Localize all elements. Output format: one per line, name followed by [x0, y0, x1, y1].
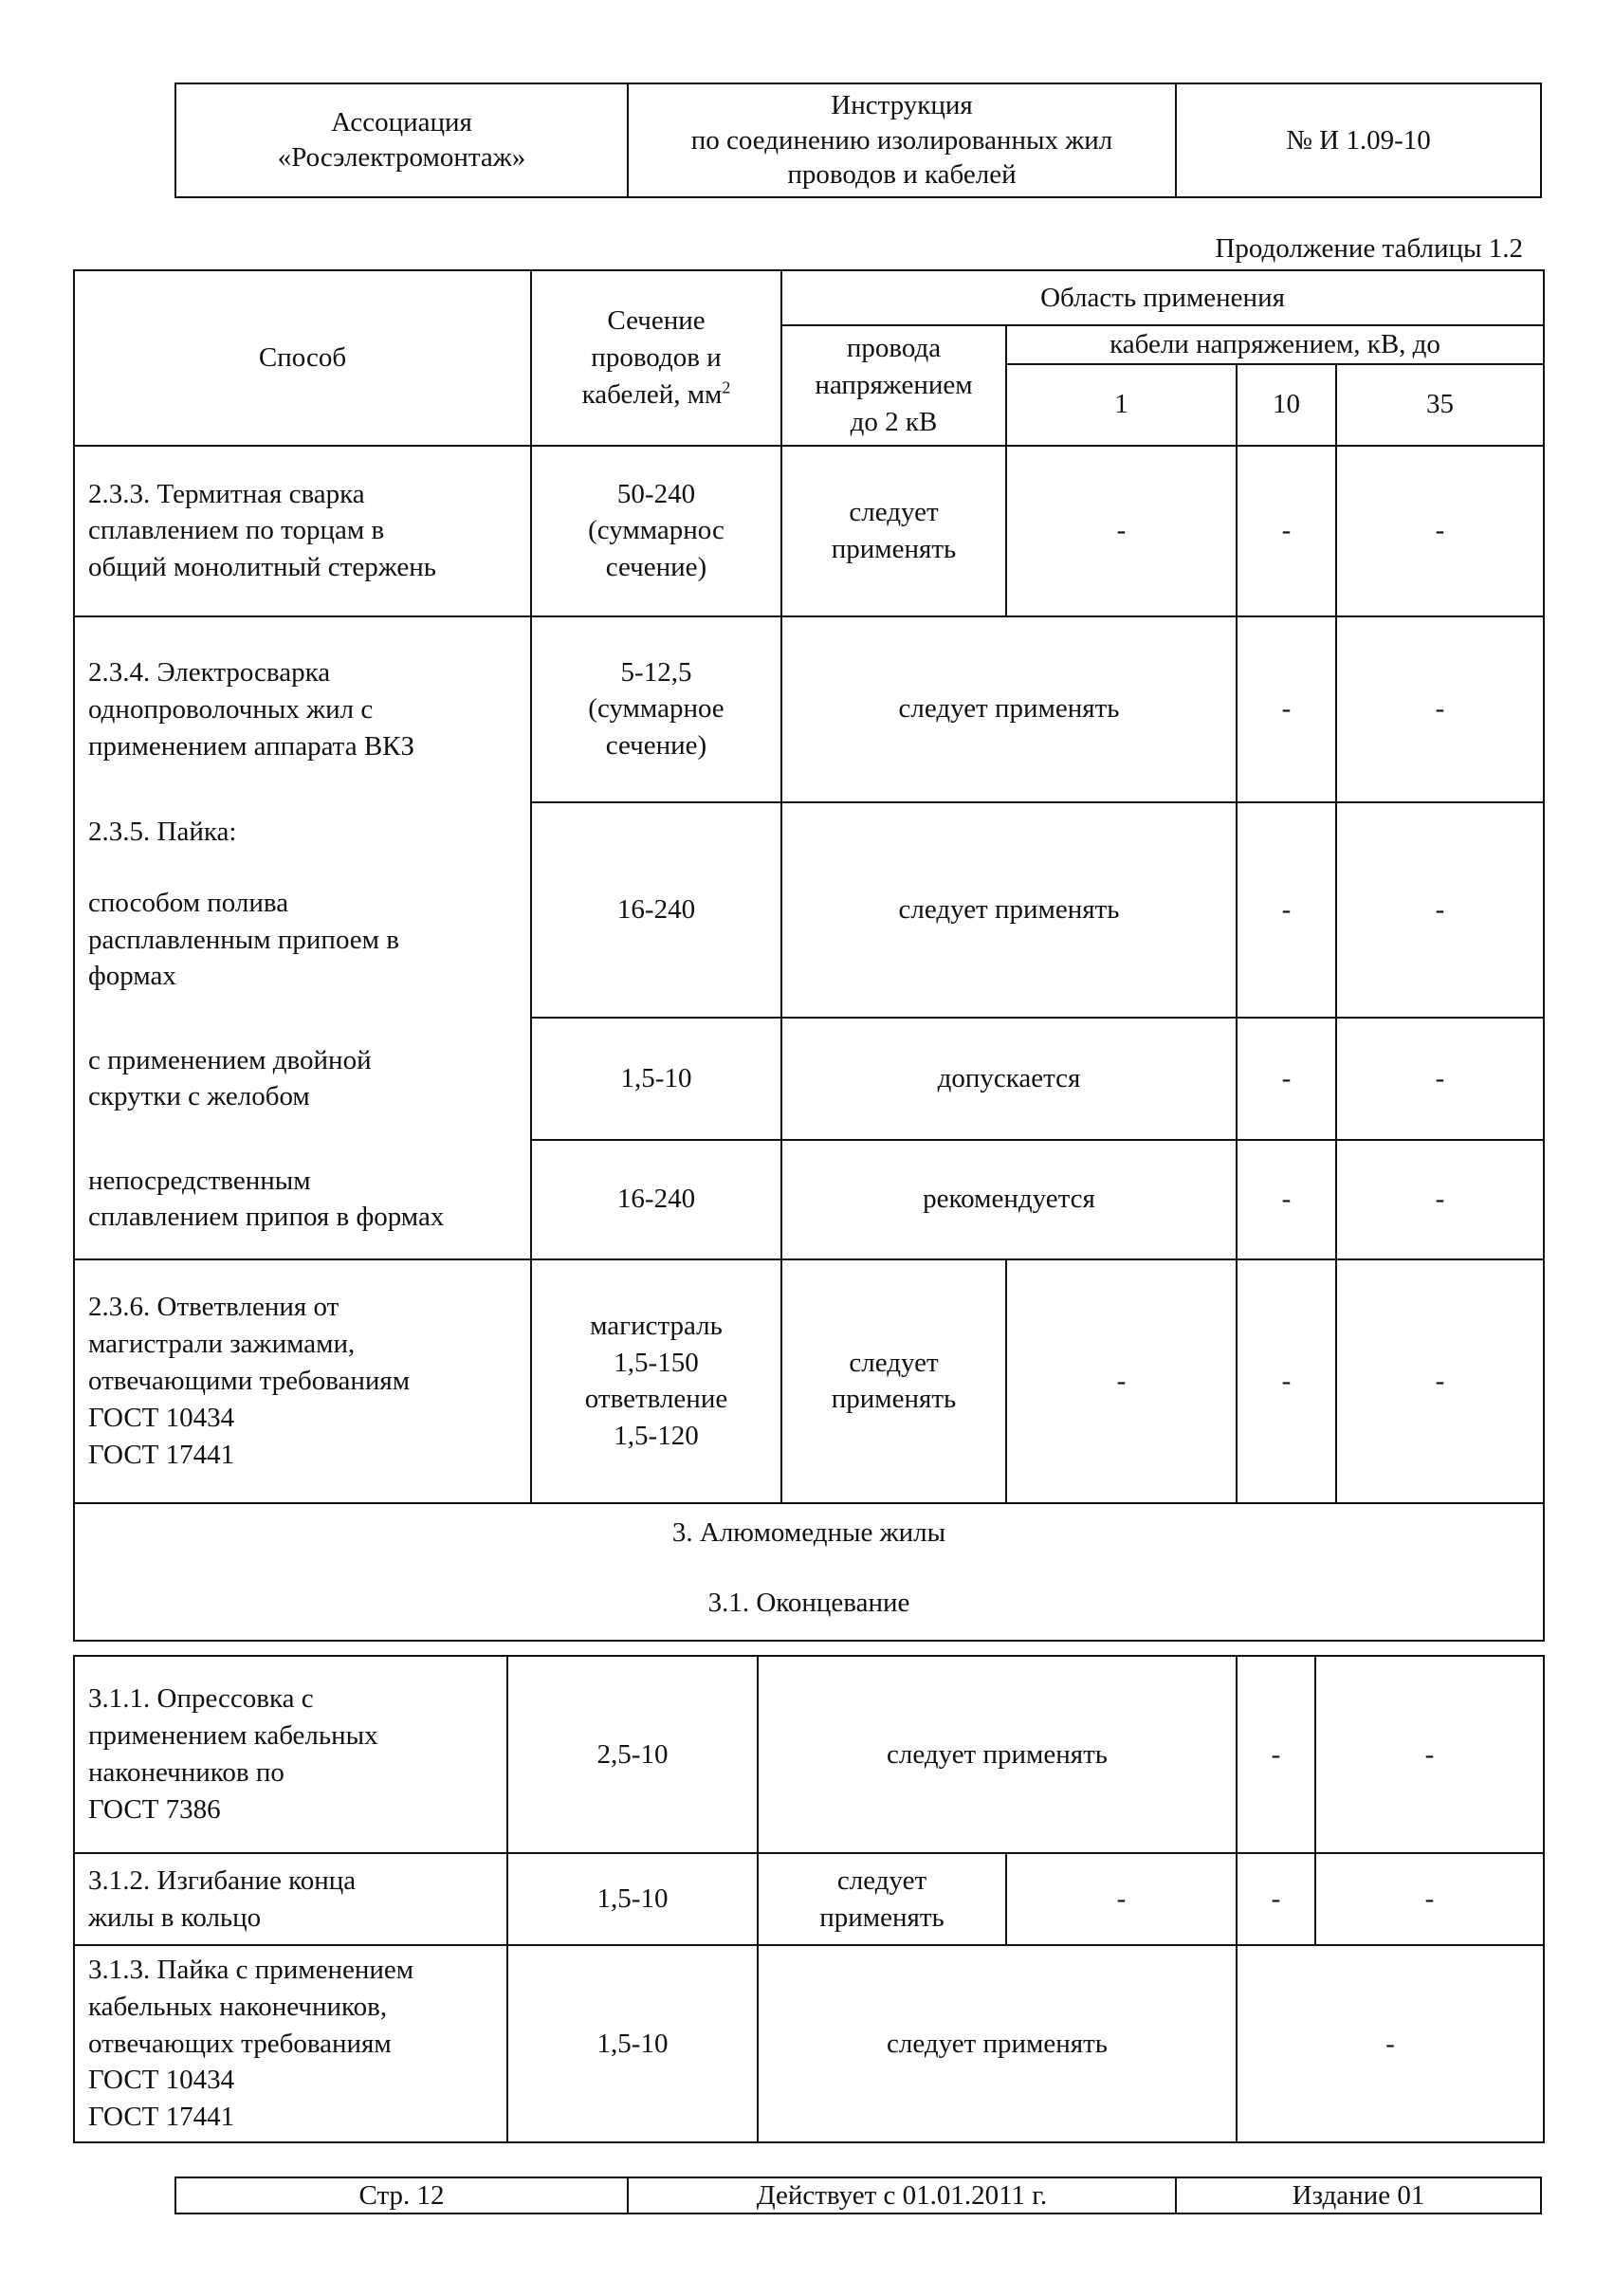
- section-title: 3. Алюмомедные жилы: [671, 1516, 946, 1548]
- column-header-voltage-1: 1: [1006, 364, 1237, 446]
- cable-high-voltage-cell: -: [1237, 1945, 1544, 2142]
- section-cell: 1,5-10: [507, 1853, 758, 1945]
- column-header-voltage-35: 35: [1336, 364, 1544, 446]
- wires-cell: следует применять: [781, 1259, 1006, 1503]
- method-cell: 2.3.5. Пайка: способом полива расплавленным припоем в формах: [74, 802, 531, 1018]
- subsection-title: 3.1. Оконцевание: [707, 1587, 910, 1618]
- organization-cell: [175, 83, 628, 197]
- section-heading-row: [74, 1503, 1544, 1641]
- column-header-voltage-10: 10: [1237, 364, 1336, 446]
- cable-10kv-cell: -: [1237, 1018, 1336, 1140]
- table-row: [74, 446, 1544, 616]
- effective-date: Действует с 01.01.2011 г.: [628, 2177, 1176, 2213]
- application-span-cell: следует применять: [781, 802, 1237, 1018]
- application-span-cell: следует применять: [758, 1945, 1237, 2142]
- cable-10kv-cell: -: [1237, 616, 1336, 802]
- method-cell: 3.1.3. Пайка с применением кабельных наконечников, отвечающих требованиям ГОСТ 10434 ГОСТ 17441: [74, 1945, 507, 2142]
- cable-35kv-cell: -: [1315, 1853, 1544, 1945]
- section-cell: магистраль 1,5-150 ответвление 1,5-120: [531, 1259, 781, 1503]
- table-row: [74, 1853, 1544, 1945]
- table-header-row: [74, 270, 1544, 325]
- document-number-cell: [1176, 83, 1541, 197]
- table-row: [74, 1018, 1544, 1140]
- edition-number: Издание 01: [1176, 2177, 1541, 2213]
- page-number: Стр. 12: [175, 2177, 628, 2213]
- application-span-cell: рекомендуется: [781, 1140, 1237, 1259]
- cable-35kv-cell: -: [1336, 1140, 1544, 1259]
- cable-10kv-cell: -: [1237, 1853, 1315, 1945]
- cable-35kv-cell: -: [1336, 616, 1544, 802]
- document-number: № И 1.09-10: [1286, 124, 1431, 156]
- cable-1kv-cell: -: [1006, 1853, 1237, 1945]
- cable-10kv-cell: -: [1237, 1140, 1336, 1259]
- cable-35kv-cell: -: [1336, 1018, 1544, 1140]
- section-cell: 1,5-10: [531, 1018, 781, 1140]
- main-table: [73, 269, 1545, 1642]
- column-header-section: Сечение проводов и кабелей, $мм^2$: [531, 270, 781, 446]
- cable-35kv-cell: -: [1336, 446, 1544, 616]
- application-span-cell: следует применять: [781, 616, 1237, 802]
- table-row: [74, 1140, 1544, 1259]
- organization-line: Ассоциация: [331, 107, 472, 138]
- section-cell: 16-240: [531, 1140, 781, 1259]
- document-header: [174, 83, 1542, 198]
- table-row: [74, 1656, 1544, 1853]
- section-heading-cell: [74, 1503, 1544, 1641]
- cable-1kv-cell: -: [1006, 446, 1237, 616]
- wires-cell: следует применять: [758, 1853, 1006, 1945]
- column-header-application: Область применения: [781, 270, 1544, 325]
- application-span-cell: следует применять: [758, 1656, 1237, 1853]
- cable-35kv-cell: -: [1315, 1656, 1544, 1853]
- column-header-method: Способ: [74, 270, 531, 446]
- subsection-title: 2.3.5. Пайка:: [88, 816, 237, 847]
- section-cell: 5-12,5 (суммарное сечение): [531, 616, 781, 802]
- section-cell: 50-240 (суммарнос сечение): [531, 446, 781, 616]
- cable-10kv-cell: -: [1237, 802, 1336, 1018]
- table-row: [74, 616, 1544, 802]
- method-cell: непосредственным сплавлением припоя в формах: [74, 1140, 531, 1259]
- section-cell: 1,5-10: [507, 1945, 758, 2142]
- document-title-cell: [628, 83, 1176, 197]
- method-cell: 2.3.3. Термитная сварка сплавлением по торцам в общий монолитный стержень: [74, 446, 531, 616]
- method-cell: 3.1.2. Изгибание конца жилы в кольцо: [74, 1853, 507, 1945]
- method-cell: 2.3.4. Электросварка однопроволочных жил с применением аппарата ВКЗ: [74, 616, 531, 802]
- organization-name: «Росэлектромонтаж»: [277, 142, 526, 173]
- column-header-wires: провода напряжением до 2 кВ: [781, 325, 1006, 446]
- document-footer: [174, 2177, 1542, 2214]
- table-continuation-label: Продолжение таблицы 1.2: [1215, 233, 1523, 264]
- method-cell: 2.3.6. Ответвления от магистрали зажимами, отвечающими требованиям ГОСТ 10434 ГОСТ 17441: [74, 1259, 531, 1503]
- column-header-cables: кабели напряжением, кВ, до: [1006, 325, 1544, 364]
- wires-cell: следует применять: [781, 446, 1006, 616]
- method-cell: 3.1.1. Опрессовка с применением кабельных наконечников по ГОСТ 7386: [74, 1656, 507, 1853]
- main-table-continued: [73, 1655, 1545, 2143]
- cable-1kv-cell: -: [1006, 1259, 1237, 1503]
- application-span-cell: допускается: [781, 1018, 1237, 1140]
- table-row: [74, 1945, 1544, 2142]
- cable-35kv-cell: -: [1336, 1259, 1544, 1503]
- cable-10kv-cell: -: [1237, 1656, 1315, 1853]
- section-cell: 2,5-10: [507, 1656, 758, 1853]
- cable-10kv-cell: -: [1237, 446, 1336, 616]
- cable-35kv-cell: -: [1336, 802, 1544, 1018]
- table-row: [74, 1259, 1544, 1503]
- table-row: [74, 802, 1544, 1018]
- document-title-line: по соединению изолированных жил: [690, 124, 1113, 156]
- document-type: Инструкция: [831, 90, 973, 121]
- method-cell: с применением двойной скрутки с желобом: [74, 1018, 531, 1140]
- cable-10kv-cell: -: [1237, 1259, 1336, 1503]
- document-title-line: проводов и кабелей: [787, 159, 1017, 191]
- section-cell: 16-240: [531, 802, 781, 1018]
